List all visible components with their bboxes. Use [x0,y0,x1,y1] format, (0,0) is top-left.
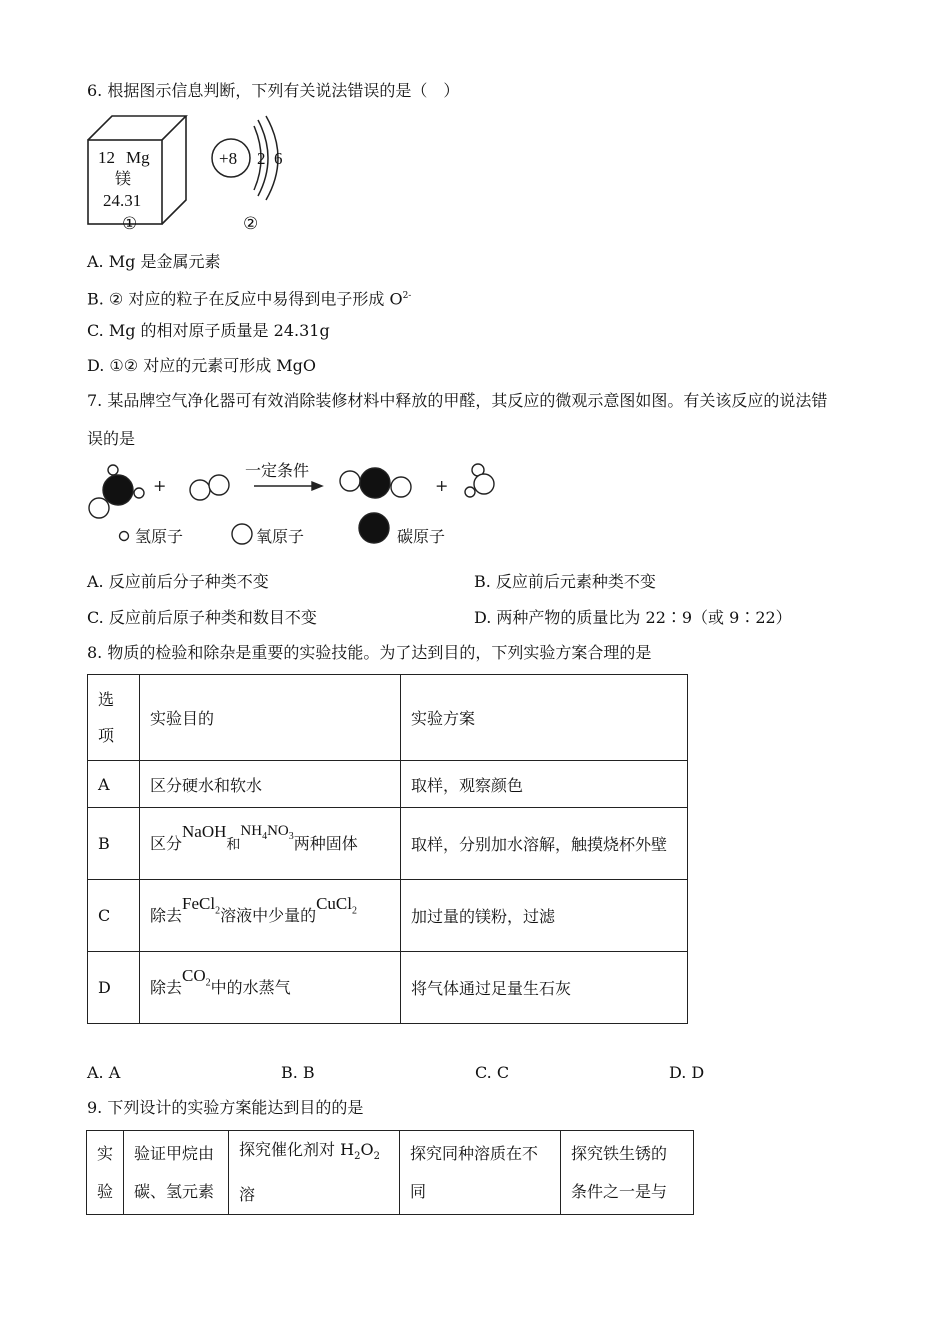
q8-answer-b: B. B [281,1063,315,1082]
plus-sign-1: + [153,476,167,495]
atom-shell-2: 6 [274,149,283,168]
q6-option-d: D. ①② 对应的元素可形成 MgO [87,356,317,375]
oxygen-molecule [190,475,229,500]
element-symbol: Mg [126,148,150,167]
q6-option-a: A. Mg 是金属元素 [87,252,221,271]
q8-row-d-plan: 将气体通过足量生石灰 [401,952,688,1024]
element-mass: 24.31 [103,191,142,210]
legend-carbon-icon [359,513,389,543]
water-molecule [465,464,494,497]
q8-row-d-purpose: 除去$CO_2$中的水蒸气 [140,952,401,1024]
table-row [88,761,688,808]
table-row [88,808,688,880]
legend-oxygen-icon [232,524,252,544]
figure-label-2: ② [243,214,259,234]
q8-row-c-plan: 加过量的镁粉，过滤 [401,880,688,952]
q8-answer-a: A. A [87,1063,121,1082]
atom-shell-1: 2 [257,149,266,168]
q7-stem-line2: 误的是 [87,429,136,448]
q8-table [87,674,688,1024]
q6-figure [82,112,322,240]
q6-option-b-sup: 2- [402,291,412,301]
q9-cell-header: 实 验 [87,1131,124,1215]
q8-row-b-purpose: 区分NaOH和$NH_4NO_3$两种固体 [140,808,401,880]
q7-stem-line1: 7. 某品牌空气净化器可有效消除装修材料中释放的甲醛，其反应的微观示意图如图。有关该反应的说法错 [87,391,828,410]
reaction-arrow [254,482,322,490]
reaction-condition: 一定条件 [245,461,310,480]
q9-cell-4: 探究铁生锈的 条件之一是与 [561,1131,694,1215]
formaldehyde-molecule [89,465,144,518]
q8-row-a-plan: 取样，观察颜色 [401,761,688,808]
table-row [88,880,688,952]
q8-table-header [88,675,688,761]
q8-answer-c: C. C [475,1063,510,1082]
carbon-dioxide-molecule [340,468,411,498]
q7-reaction-diagram [82,456,512,552]
q8-row-c-option: C [88,880,140,952]
q7-option-b: B. 反应前后元素种类不变 [474,572,656,591]
q6-stem: 6. 根据图示信息判断，下列有关说法错误的是（ ） [87,81,460,100]
element-name: 镁 [115,169,132,188]
q8-row-b-option: B [88,808,140,880]
table-row [87,1131,694,1215]
q8-header-plan: 实验方案 [401,675,688,761]
q9-stem: 9. 下列设计的实验方案能达到目的的是 [87,1098,364,1117]
q8-row-c-purpose: 除去FeCl$_2$溶液中少量的CuCl$_2$ [140,880,401,952]
legend-oxygen-label: 氧原子 [256,527,305,546]
q8-row-b-plan: 取样，分别加水溶解，触摸烧杯外壁 [401,808,688,880]
q8-row-a-option: A [88,761,140,808]
q9-cell-3: 探究同种溶质在不 同 [400,1131,561,1215]
q6-option-b [87,285,411,310]
q8-header-purpose: 实验目的 [140,675,401,761]
q7-option-d: D. 两种产物的质量比为 22∶9（或 9∶22） [474,608,792,627]
atom-nucleus: +8 [219,149,238,168]
legend-hydrogen-icon [120,532,129,541]
legend-hydrogen-label: 氢原子 [135,527,184,546]
q7-option-c: C. 反应前后原子种类和数目不变 [87,608,317,627]
q7-option-a: A. 反应前后分子种类不变 [87,572,269,591]
q6-option-b-text: B. ② 对应的粒子在反应中易得到电子形成 O [87,289,403,309]
q9-table [86,1130,694,1215]
q6-option-c: C. Mg 的相对原子质量是 24.31g [87,321,330,340]
plus-sign-2: + [435,476,449,495]
q8-row-a-purpose: 区分硬水和软水 [140,761,401,808]
legend-carbon-label: 碳原子 [397,527,446,546]
figure-label-1: ① [122,214,138,234]
q8-header-option: 选 项 [88,675,140,761]
q8-row-d-option: D [88,952,140,1024]
q8-answer-d: D. D [669,1063,705,1082]
q9-cell-2: 探究催化剂对 $H_2O_2$ 溶 [229,1131,400,1215]
element-number: 12 [98,148,115,167]
q9-cell-1: 验证甲烷由 碳、氢元素 [124,1131,229,1215]
table-row [88,952,688,1024]
q8-stem: 8. 物质的检验和除杂是重要的实验技能。为了达到目的，下列实验方案合理的是 [87,643,652,662]
